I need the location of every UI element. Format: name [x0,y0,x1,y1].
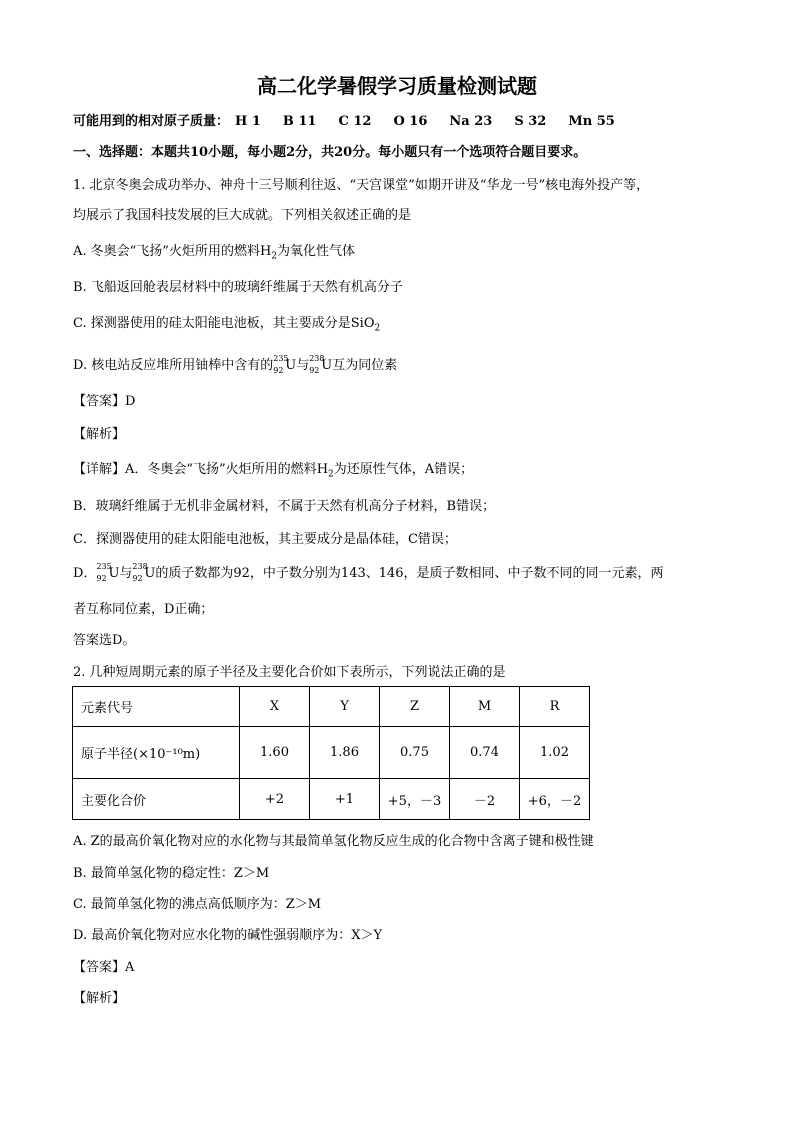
table-row-header: 元素代号 [73,687,240,727]
sio2-formula: SiO$_2$ [350,316,381,334]
table-row-header: 原子半径(×10⁻¹⁰m) [73,727,240,779]
table-cell: 1.60 [240,727,310,779]
q1-stem-line1: 1. 北京冬奥会成功举办、神舟十三号顺利往返、“天宫课堂”如期开讲及“华龙一号”核电海外投产等， [73,178,650,193]
q1-detail-b: B．玻璃纤维属于无机非金属材料，不属于天然有机高分子材料，B错误； [73,499,496,514]
table-cell: 1.86 [310,727,380,779]
table-cell: R [520,687,590,727]
u235-isotope: 235 92 [273,354,289,375]
u238-isotope: 238 92 [309,354,325,375]
atomic-mass-h: H 1 [235,114,261,129]
section-heading: 一、选择题：本题共10小题，每小题2分，共20分。每小题只有一个选项符合题目要求。 [73,145,587,160]
table-row [73,727,590,779]
table-cell: +2 [240,779,310,820]
q1-option-c [73,312,380,334]
u235-isotope-detail: 235 92 [96,562,112,583]
h2-formula: $H_2$ [259,244,278,262]
table-cell: 1.02 [520,727,590,779]
table-cell: 0.74 [450,727,520,779]
q1-option-c-pre: C. 探测器使用的硅太阳能电池板，其主要成分是 [73,316,351,331]
u238-isotope-detail: 238 92 [132,562,148,583]
element-table [72,686,590,820]
q1-detail-a-pre: 【详解】A．冬奥会“飞扬”火炬所用的燃料 [73,462,317,477]
q1-option-a-pre: A. 冬奥会“飞扬”火炬所用的燃料 [73,244,260,259]
table-cell: Z [380,687,450,727]
q2-analysis-label: 【解析】 [73,991,126,1006]
atomic-mass-s: S 32 [514,114,547,129]
q1-detail-c: C．探测器使用的硅太阳能电池板，其主要成分是晶体硅，C错误； [73,532,457,547]
atomic-mass-c: C 12 [338,114,372,129]
table-cell: +1 [310,779,380,820]
atomic-mass-o: O 16 [393,114,428,129]
atomic-mass-line [73,110,637,129]
atomic-mass-b: B 11 [282,114,317,129]
q1-detail-d-mid: 与 [119,566,133,581]
q1-detail-d-line2: 者互称同位素，D正确； [73,602,214,617]
q2-stem: 2. 几种短周期元素的原子半径及主要化合价如下表所示，下列说法正确的是 [73,665,506,680]
table-row [73,779,590,820]
q2-option-d: D. 最高价氧化物对应水化物的碱性强弱顺序为：X＞Y [73,928,383,943]
table-cell: －2 [450,779,520,820]
q1-option-d-post: 互为同位素 [332,358,398,373]
h2-formula-detail: $H_2$ [316,462,334,480]
table-row-header: 主要化合价 [73,779,240,820]
page-title: 高二化学暑假学习质量检测试题 [257,74,537,98]
q1-analysis-label: 【解析】 [73,427,126,442]
q1-conclusion: 答案选D。 [73,633,136,648]
q2-option-a: A. Z的最高价氧化物对应的水化物与其最简单氢化物反应生成的化合物中含离子键和极性键 [73,834,594,849]
q1-detail-a-post: 为还原性气体，A错误； [333,462,474,477]
q1-detail-d-pre: D． [73,566,97,581]
q1-option-a-post: 为氧化性气体 [277,244,356,259]
q1-detail-a [73,458,473,480]
atomic-mass-na: Na 23 [449,114,493,129]
atomic-mass-mn: Mn 55 [568,114,615,129]
table-row [73,687,590,727]
q2-option-c: C. 最简单氢化物的沸点高低顺序为：Z＞M [73,897,322,912]
q1-stem-line2: 均展示了我国科技发展的巨大成就。下列相关叙述正确的是 [73,208,412,223]
q1-option-b: B. 飞船返回舱表层材料中的玻璃纤维属于天然有机高分子 [73,280,403,295]
table-cell: 0.75 [380,727,450,779]
q1-answer: 【答案】D [73,394,136,409]
q2-option-b: B. 最简单氢化物的稳定性：Z＞M [73,866,270,881]
q1-detail-d: D． 235 92 U与 238 92 U的质子数都为92，中子数分别为143、146，是质子数相同、中子数不同的同一元素，两 [73,562,664,583]
table-cell: +6，－2 [520,779,590,820]
q1-option-d-pre: D. 核电站反应堆所用铀棒中含有的 [73,358,274,373]
table-cell: Y [310,687,380,727]
table-cell: +5，－3 [380,779,450,820]
table-cell: M [450,687,520,727]
q2-answer: 【答案】A [73,960,135,975]
table-cell: X [240,687,310,727]
q1-option-d-mid: 与 [296,358,310,373]
q1-option-d: D. 核电站反应堆所用铀棒中含有的 235 92 U与 238 92 U互为同位素 [73,354,398,375]
atomic-mass-label: 可能用到的相对原子质量： [73,114,230,129]
q1-detail-d-post: 的质子数都为92，中子数分别为143、146，是质子数相同、中子数不同的同一元素，两 [155,566,664,581]
q1-option-a [73,240,355,262]
